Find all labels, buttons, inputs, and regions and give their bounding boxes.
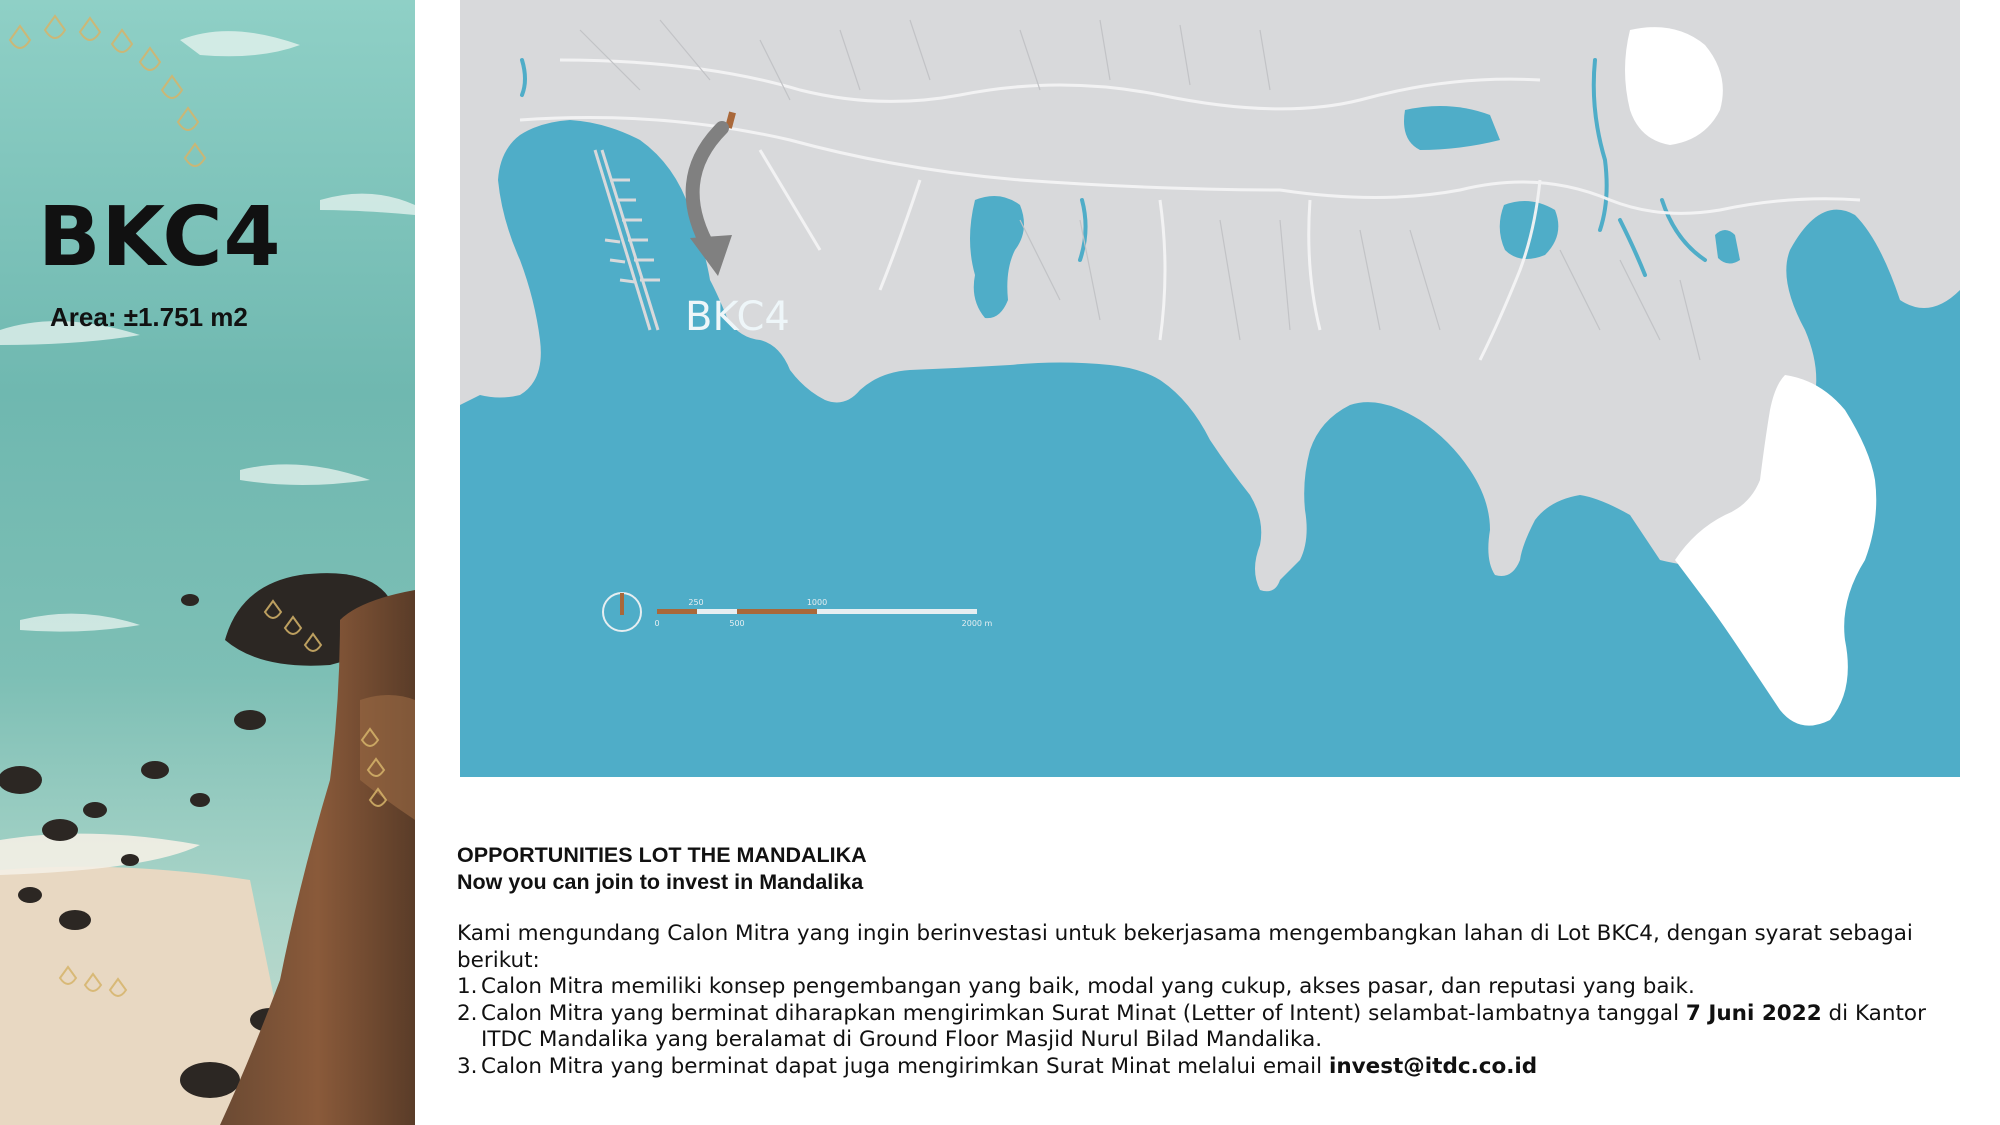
list-number: 3. (457, 1053, 478, 1079)
scale-tick-label: 1000 (806, 598, 828, 607)
info-heading: OPPORTUNITIES LOT THE MANDALIKA (457, 843, 867, 867)
info-subheading: Now you can join to invest in Mandalika (457, 869, 864, 894)
scale-tick-label: 2000 m (961, 619, 993, 628)
list-item-text: di Kantor ITDC Mandalika yang beralamat di Ground Floor Masjid Nurul Bilad Mandalika. (481, 1000, 1926, 1052)
scale-tick-label: 250 (688, 598, 704, 607)
list-item-text: Calon Mitra memiliki konsep pengembangan yang baik, modal yang cukup, akses pasar, dan reputasi yang baik. (481, 974, 1695, 999)
lot-code-title: BKC4 (38, 190, 282, 285)
info-section (457, 842, 1957, 1080)
list-number: 1. (457, 974, 478, 999)
list-item (457, 974, 1957, 1001)
list-item (457, 1054, 1957, 1081)
list-item-text: Calon Mitra yang berminat diharapkan mengirimkan Surat Minat (Letter of Intent) selambat-lambatnya tanggal (481, 1000, 1686, 1026)
requirements-list (457, 974, 1957, 1080)
mandalika-map (460, 0, 1960, 785)
list-number: 2. (457, 1000, 478, 1026)
coastal-photo (0, 0, 415, 1125)
lot-map-label: BKC4 (685, 294, 790, 340)
list-item (457, 1001, 1957, 1054)
cover-photo (0, 0, 415, 1125)
scale-tick-label: 0 (654, 619, 660, 628)
scale-tick-label: 500 (729, 619, 745, 628)
site-map (460, 0, 1960, 785)
info-intro: Kami mengundang Calon Mitra yang ingin berinvestasi untuk bekerjasama mengembangkan lahan di Lot BKC4, dengan syarat sebagai berikut: (457, 921, 1913, 973)
lot-area-label: Area: ±1.751 m2 (50, 302, 248, 332)
list-item-text: Calon Mitra yang berminat dapat juga mengirimkan Surat Minat melalui email (481, 1053, 1329, 1079)
deadline-date: 7 Juni 2022 (1685, 1000, 1822, 1026)
contact-email-link[interactable]: invest@itdc.co.id (1328, 1053, 1538, 1079)
